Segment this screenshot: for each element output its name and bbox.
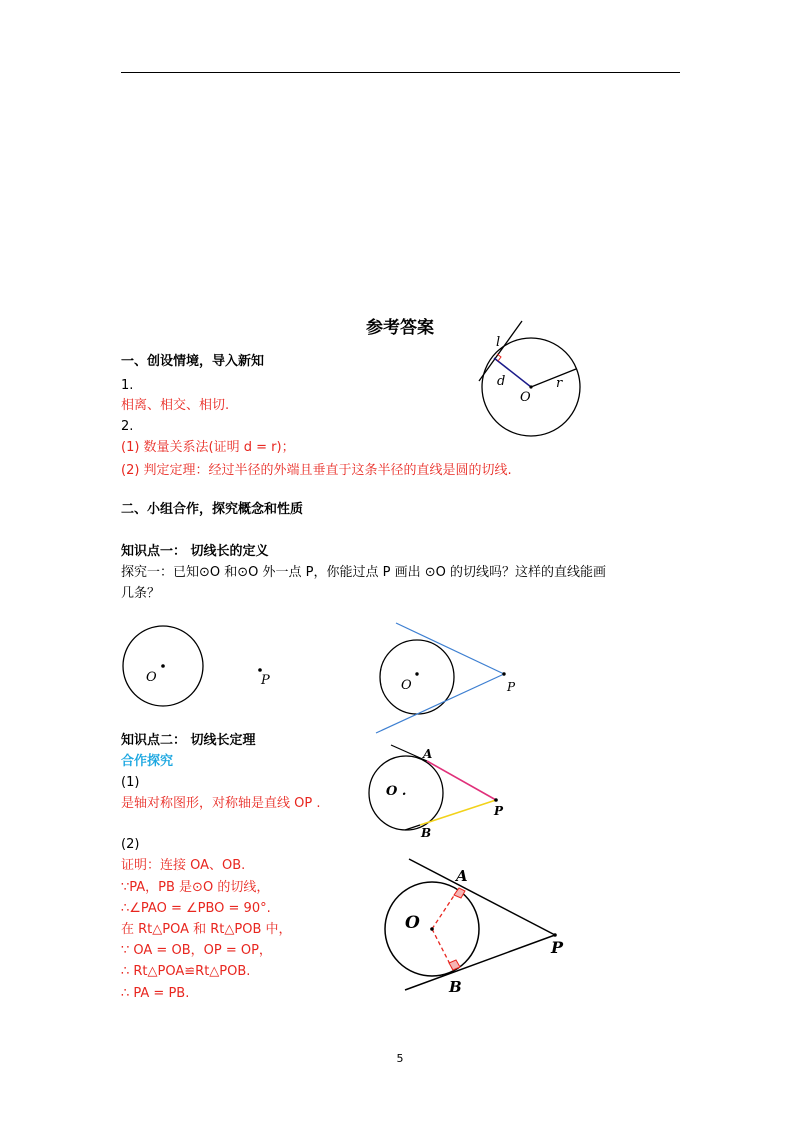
label-d: d	[497, 374, 506, 389]
center-dot	[415, 672, 418, 675]
kp2-subheading: 合作探究	[121, 754, 174, 769]
q1-answer: 相离、相交、相切.	[121, 398, 230, 413]
proof-line-2: ∵PA，PB 是⊙O 的切线，	[121, 880, 270, 895]
circle-and-point-figure	[115, 620, 285, 712]
upper-tangent-line	[396, 623, 504, 674]
label-r: r	[556, 376, 563, 391]
point-P-dot	[494, 798, 498, 802]
proof-line-3: ∴∠PAO = ∠PBO = 90°.	[121, 901, 271, 916]
label-P: P	[261, 673, 270, 688]
label-O: O	[401, 678, 412, 693]
q1-number: 1.	[121, 378, 134, 393]
kp1-heading: 知识点一： 切线长的定义	[121, 544, 269, 559]
section1-heading: 一、创设情境，导入新知	[121, 354, 265, 369]
explore1-line2: 几条？	[121, 586, 161, 601]
upper-tangent-extension	[391, 745, 427, 761]
label-B: B	[449, 978, 462, 996]
segment-PB	[420, 800, 496, 825]
label-O: O	[146, 670, 157, 685]
kp2-heading: 知识点二： 切线长定理	[121, 733, 256, 748]
center-dot	[529, 385, 532, 388]
tangent-line-l	[479, 321, 522, 381]
proof-line-7: ∴ PA = PB.	[121, 986, 190, 1001]
proof-line-1: 证明：连接 OA、OB.	[121, 858, 246, 873]
label-O: O .	[386, 784, 407, 799]
page-title: 参考答案	[366, 318, 434, 338]
label-O: O	[520, 390, 531, 405]
label-B: B	[421, 826, 432, 840]
proof-line-5: ∵ OA = OB，OP = OP，	[121, 943, 272, 958]
center-dot	[161, 664, 165, 668]
section2-heading: 二、小组合作，探究概念和性质	[121, 502, 304, 517]
point-P-dot	[258, 668, 262, 672]
point-P-dot	[553, 933, 557, 937]
tangent-length-figure	[365, 740, 525, 840]
header-rule	[121, 72, 680, 73]
tangent-radius-figure	[470, 315, 590, 445]
lower-tangent-line	[376, 674, 504, 733]
label-P: P	[507, 680, 516, 694]
label-A: A	[423, 747, 433, 761]
label-P: P	[494, 804, 504, 818]
circle-O	[380, 640, 454, 714]
two-tangents-figure	[370, 615, 530, 740]
proof-line-4: 在 Rt△POA 和 Rt△POB 中，	[121, 922, 292, 937]
p2-number: (2)	[121, 837, 140, 852]
explore1-line1: 探究一：已知⊙O 和⊙O 外一点 P，你能过点 P 画出 ⊙O 的切线吗？这样的直线能画	[121, 565, 606, 580]
tangent-PB	[405, 935, 555, 990]
label-A: A	[456, 867, 468, 885]
label-O: O	[405, 913, 420, 933]
p1-number: (1)	[121, 775, 140, 790]
point-P-dot	[502, 672, 505, 675]
proof-line-6: ∴ Rt△POA≌Rt△POB.	[121, 964, 251, 979]
q2-answer-a: (1) 数量关系法(证明 d = r)；	[121, 440, 295, 455]
q2-answer-b: (2) 判定定理：经过半径的外端且垂直于这条半径的直线是圆的切线.	[121, 463, 512, 478]
q2-number: 2.	[121, 419, 134, 434]
radius-segment-r	[531, 369, 576, 387]
label-P: P	[551, 938, 564, 957]
proof-figure	[375, 855, 575, 1000]
page-number: 5	[396, 1052, 404, 1065]
right-angle-A	[454, 888, 465, 898]
label-l: l	[496, 335, 501, 350]
tangent-PA	[409, 859, 555, 935]
segment-PA	[427, 761, 496, 800]
p1-answer: 是轴对称图形，对称轴是直线 OP .	[121, 796, 321, 811]
center-dot	[430, 927, 434, 931]
